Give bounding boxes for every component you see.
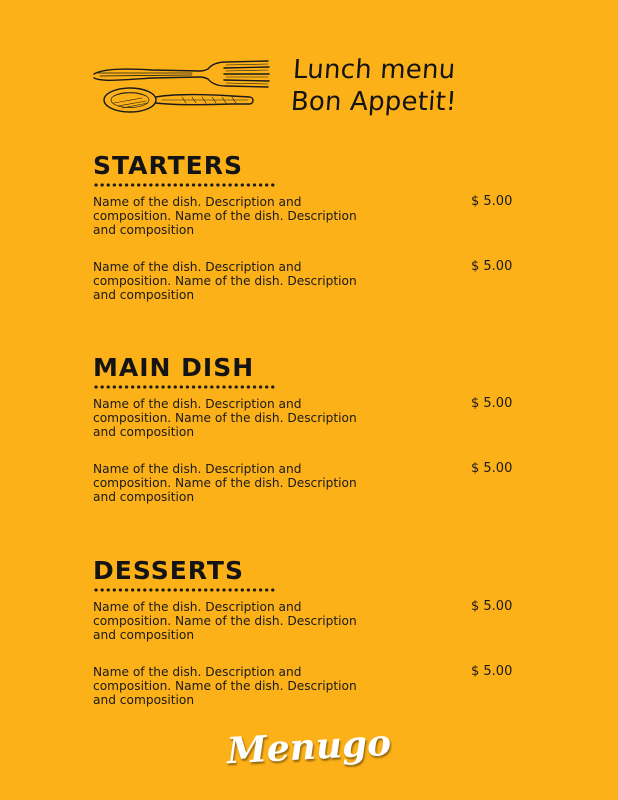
section-desserts <box>93 557 523 730</box>
section-heading: DESSERTS <box>93 556 244 585</box>
dotted-divider <box>93 182 277 188</box>
section-starters <box>93 152 523 325</box>
menu-item <box>93 600 523 665</box>
menu-item <box>93 195 523 260</box>
dish-price: $ 5.00 <box>471 259 513 274</box>
menu-title <box>290 54 460 118</box>
menu-item <box>93 260 523 325</box>
dish-price: $ 5.00 <box>471 599 513 614</box>
dish-description: Name of the dish. Description and composition. Name of the dish. Description and composition <box>93 195 357 237</box>
dish-price: $ 5.00 <box>471 664 513 679</box>
fork-and-spoon-icon <box>92 56 272 118</box>
dish-description: Name of the dish. Description and composition. Name of the dish. Description and composition <box>93 600 357 642</box>
section-main-dish <box>93 354 523 527</box>
dish-description: Name of the dish. Description and composition. Name of the dish. Description and composition <box>93 665 357 707</box>
title-line-1: Lunch menu <box>292 55 457 85</box>
dish-description: Name of the dish. Description and composition. Name of the dish. Description and composition <box>93 397 357 439</box>
dotted-divider <box>93 384 277 390</box>
title-line-2: Bon Appetit! <box>289 87 458 117</box>
dish-description: Name of the dish. Description and composition. Name of the dish. Description and composition <box>93 260 357 302</box>
dish-price: $ 5.00 <box>471 396 513 411</box>
dish-description: Name of the dish. Description and composition. Name of the dish. Description and composition <box>93 462 357 504</box>
menu-item <box>93 462 523 527</box>
dish-price: $ 5.00 <box>471 461 513 476</box>
section-heading: STARTERS <box>93 151 243 180</box>
section-heading: MAIN DISH <box>93 353 255 382</box>
dish-price: $ 5.00 <box>471 194 513 209</box>
brand-logo: Menugo <box>225 721 393 773</box>
menu-item <box>93 397 523 462</box>
dotted-divider <box>93 587 277 593</box>
